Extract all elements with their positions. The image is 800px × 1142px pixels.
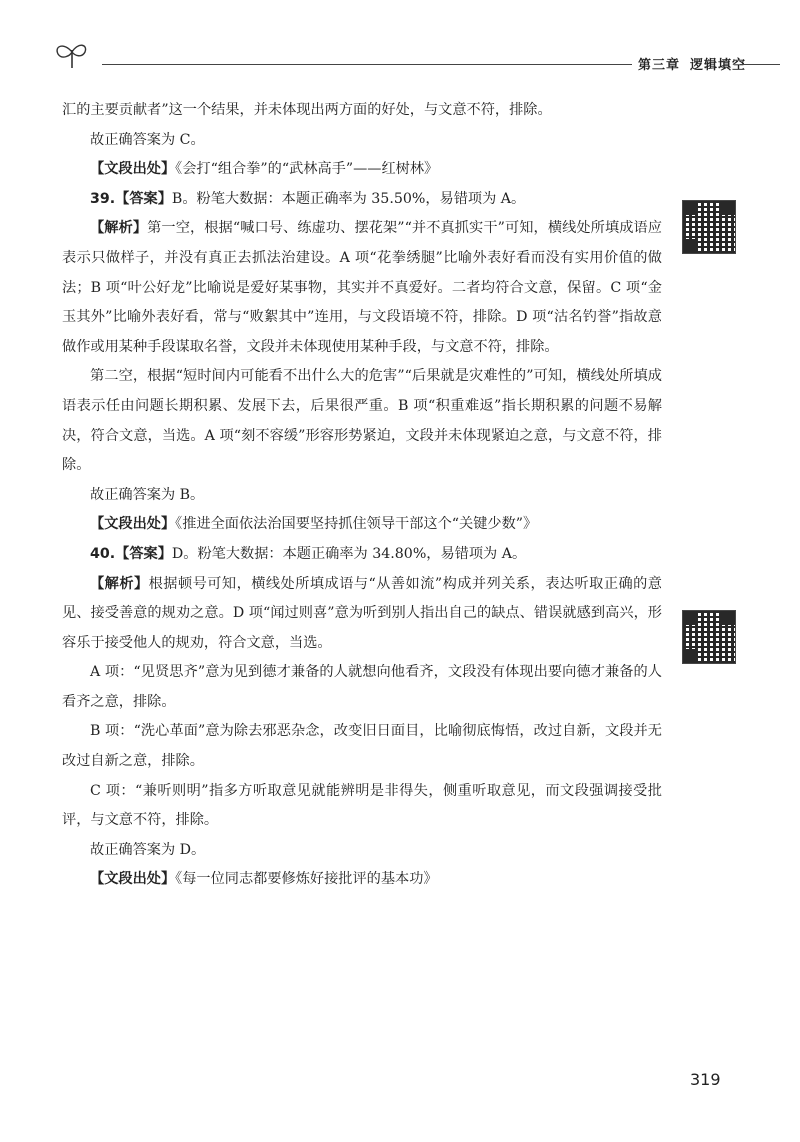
text: D。粉笔大数据：本题正确率为 34.80%，易错项为 A。	[171, 545, 527, 562]
text: 《每一位同志都要修炼好接批评的基本功》	[175, 871, 438, 888]
text: B 项：“洗心革面”意为除去邪恶杂念，改变旧日面目，比喻彻底悔悟，改过自新，文段并无改过自新之意，排除。	[62, 723, 662, 770]
qr-code-image	[682, 610, 736, 664]
source-line	[62, 865, 662, 895]
text: A 项：“见贤思齐”意为见到德才兼备的人就想向他看齐，文段没有体现出要向德才兼备的人看齐之意，排除。	[62, 664, 662, 710]
page-number: 319	[690, 1070, 721, 1089]
text: B。粉笔大数据：本题正确率为 35.50%，易错项为 A。	[171, 190, 526, 207]
analysis-paragraph	[62, 570, 662, 659]
tag: 【文段出处】	[90, 516, 176, 533]
text: C 项：“兼听则明”指多方听取意见就能辨明是非得失，侧重听取意见，而文段强调接受批评，与文意不符，排除。	[62, 782, 662, 829]
tag: 39.【答案】	[90, 190, 172, 207]
text-line	[62, 126, 662, 156]
text: 故正确答案为 C。	[90, 131, 205, 148]
tag: 【解析】	[90, 220, 148, 237]
chapter-heading	[638, 54, 747, 73]
analysis-paragraph	[62, 362, 662, 480]
option-paragraph	[62, 777, 662, 836]
text-line	[62, 96, 662, 126]
tag: 【解析】	[90, 575, 149, 592]
text: 根据顿号可知，横线处所填成语与“从善如流”构成并列关系，表达听取正确的意见、接受善意的规劝之意。D 项“闻过则喜”意为听到别人指出自己的缺点、错误就感到高兴，形容乐于接受他人的规劝，符合文意，当选。	[62, 575, 662, 651]
answer-line	[62, 540, 662, 570]
text-line	[62, 836, 662, 866]
text: 第一空，根据“喊口号、练虚功、摆花架”“并不真抓实干”可知，横线处所填成语应表示只做样子，并没有真正去抓法治建设。A 项“花拳绣腿”比喻外表好看而没有实用价值的做法；B 项“叶公好龙”比喻说是爱好某事物，其实并不真爱好。二者均符合文意，保留。C 项“金玉其外”比喻外表好看，常与“败絮其中”连用，与文段语境不符，排除。D 项“沽名钓誉”指故意做作或用某种手段谋取名誉，文段并未体现使用某种手段，与文意不符，排除。	[62, 220, 662, 355]
text: 《会打“组合拳”的“武林高手”——红树林》	[175, 161, 439, 178]
section-label: 逻辑填空	[690, 58, 747, 73]
analysis-paragraph	[62, 214, 662, 362]
tag: 【文段出处】	[90, 161, 176, 178]
page-body	[62, 96, 662, 895]
source-line	[62, 510, 662, 540]
header-rule-right	[740, 64, 780, 65]
header-rule	[102, 64, 632, 65]
page-header	[40, 40, 780, 76]
text: 《推进全面依法治国要坚持抓住领导干部这个“关键少数”》	[175, 516, 538, 533]
text: 第二空，根据“短时间内可能看不出什么大的危害”“后果就是灾难性的”可知，横线处所填成语表示任由问题长期积累、发展下去，后果很严重。B 项“积重难返”指长期积累的问题不易解决，符合文意，当选。A 项“刻不容缓”形容形势紧迫，文段并未体现紧迫之意，与文意不符，排除。	[62, 368, 662, 474]
tag: 【文段出处】	[90, 871, 176, 888]
option-paragraph	[62, 717, 662, 776]
text: 故正确答案为 D。	[90, 841, 206, 858]
answer-line	[62, 185, 662, 215]
source-line	[62, 155, 662, 185]
text: 汇的主要贡献者”这一个结果，并未体现出两方面的好处，与文意不符，排除。	[62, 102, 552, 118]
option-paragraph	[62, 658, 662, 717]
chapter-label: 第三章	[638, 58, 681, 73]
sprout-icon	[52, 40, 92, 70]
qr-code-image	[682, 200, 736, 254]
text-line	[62, 481, 662, 511]
text: 故正确答案为 B。	[90, 486, 205, 503]
tag: 40.【答案】	[90, 545, 172, 562]
